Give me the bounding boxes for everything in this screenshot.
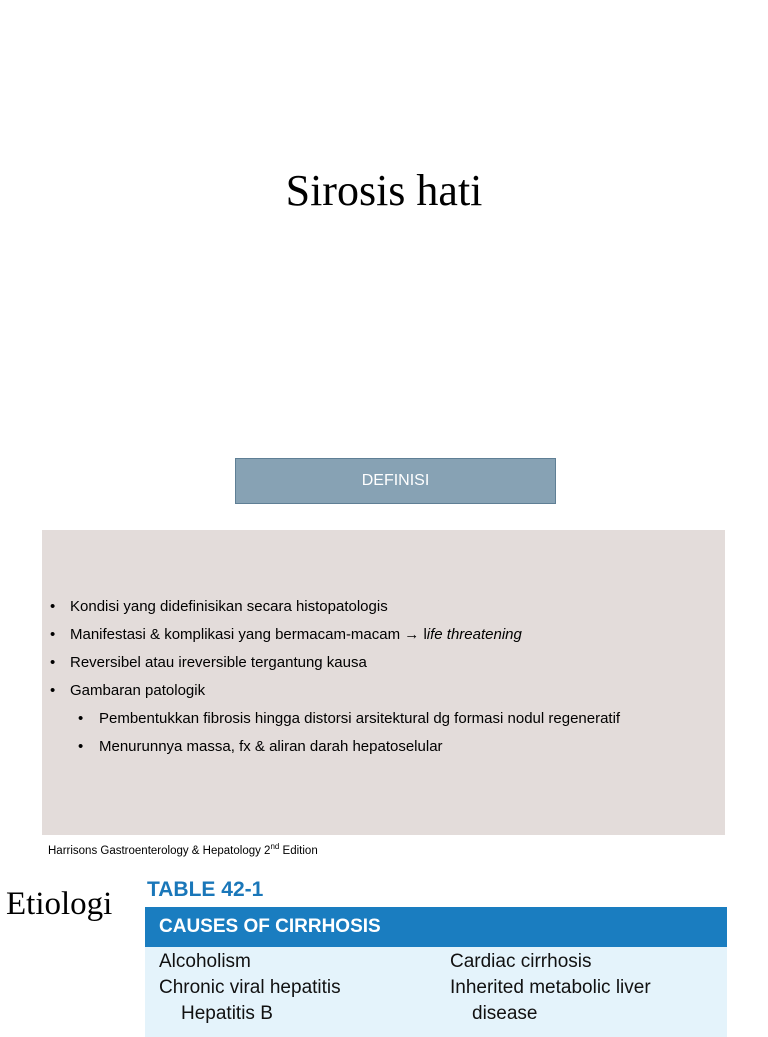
citation: Harrisons Gastroenterology & Hepatology 2nd Edition (48, 842, 318, 857)
table-cell: Cardiac cirrhosis (450, 951, 592, 972)
bullet-item: • Kondisi yang didefinisikan secara histopatologis (42, 597, 725, 625)
definition-list (42, 597, 725, 765)
table-cell: Hepatitis B (181, 1003, 273, 1024)
definition-panel (42, 530, 725, 835)
arrow-icon: → (404, 626, 420, 643)
table-number: TABLE 42-1 (147, 878, 264, 901)
table-cell: Inherited metabolic liver (450, 977, 651, 998)
etiologi-title: Etiologi (6, 886, 113, 922)
table-cell: Chronic viral hepatitis (159, 977, 341, 998)
bullet-item: • Gambaran patologik (42, 681, 725, 709)
definisi-header (235, 458, 556, 504)
definisi-label: DEFINISI (361, 472, 430, 489)
bullet-item: • Manifestasi & komplikasi yang bermacam-macam → life threatening (42, 625, 725, 653)
table-cell: disease (472, 1003, 538, 1024)
slide-title: Sirosis hati (285, 166, 483, 215)
bullet-item: • Reversibel atau ireversible tergantung kausa (42, 653, 725, 681)
table-title: CAUSES OF CIRRHOSIS (145, 907, 727, 947)
sub-bullet-item: • Menurunnya massa, fx & aliran darah hepatoselular (42, 737, 725, 765)
table-left-column (159, 949, 341, 1027)
table-right-column (450, 949, 651, 1027)
sub-bullet-item: • Pembentukkan fibrosis hingga distorsi arsitektural dg formasi nodul regeneratif (42, 709, 725, 737)
table-cell: Alcoholism (159, 951, 251, 972)
